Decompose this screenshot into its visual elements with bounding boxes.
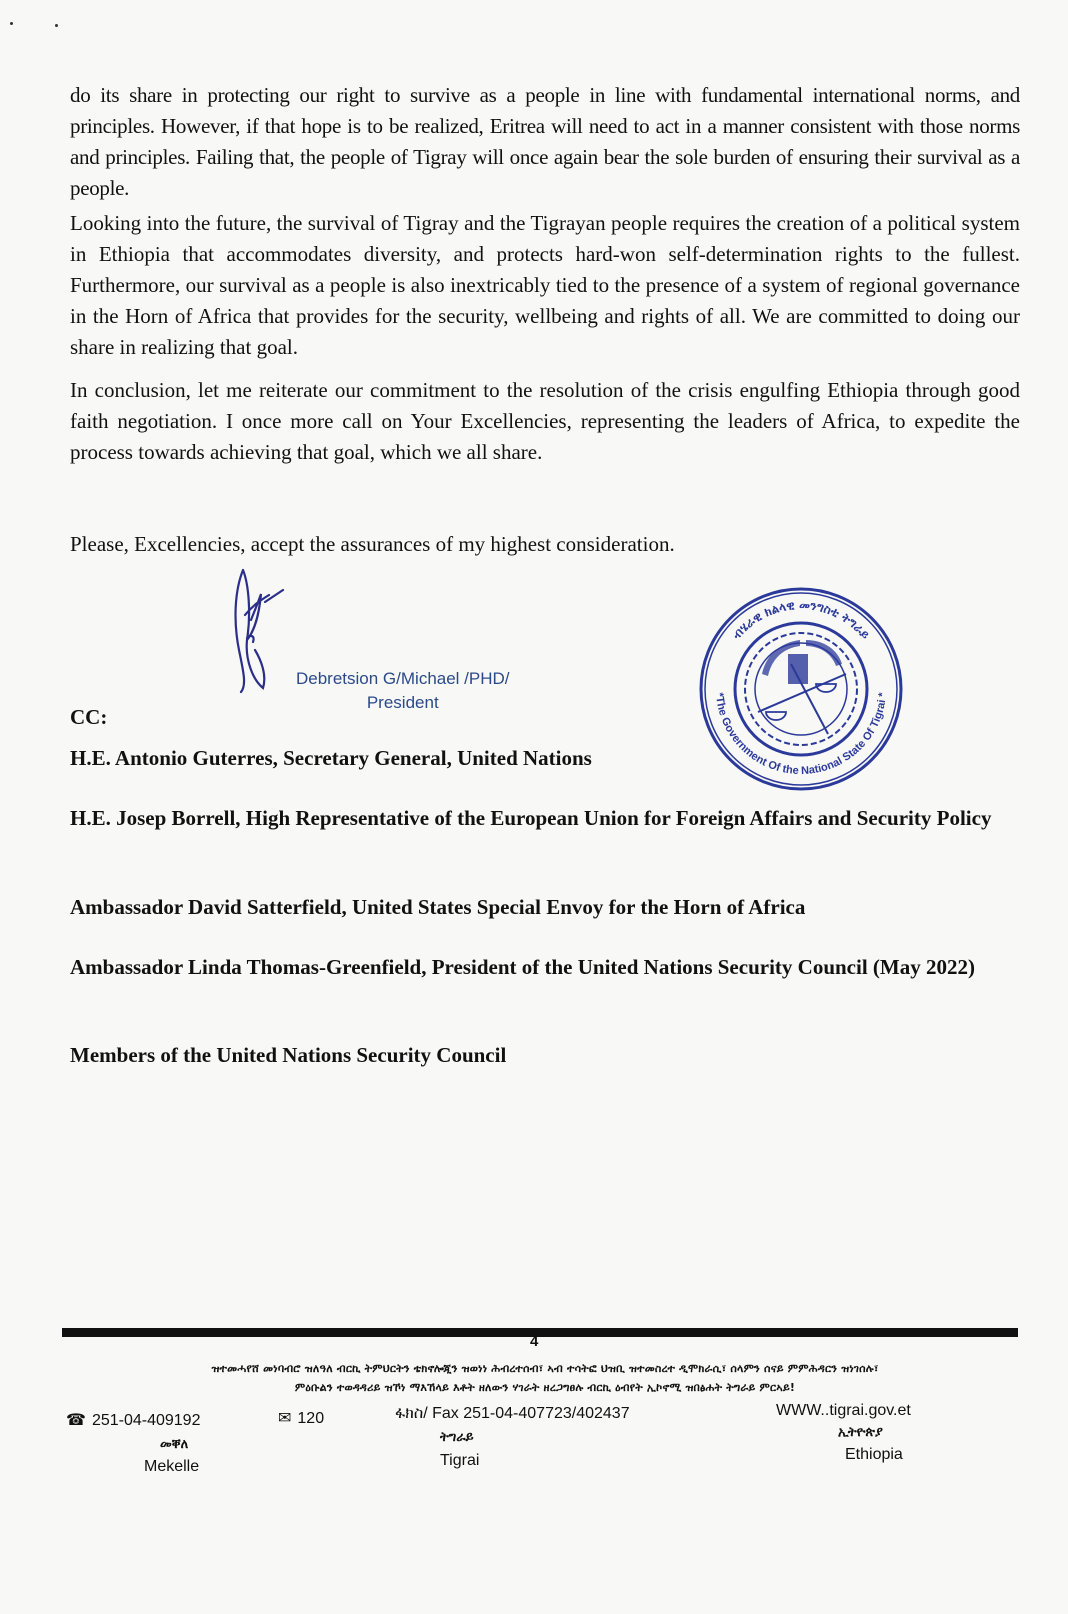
footer-divider [62,1328,1018,1337]
telephone-icon: ☎ [66,1412,86,1429]
cc-recipient: Ambassador David Satterfield, United States Special Envoy for the Horn of Africa [70,895,806,919]
footer-fax: ፋክስ/ Fax 251-04-407723/402437 [395,1405,630,1422]
footer-pobox: ✉ 120 [278,1410,325,1427]
cc-label: CC: [70,705,108,729]
footer-city: Mekelle [144,1458,200,1475]
body-paragraph-2: Looking into the future, the survival of Tigray and the Tigrayan people requires the creation of a political system in Ethiopia that accommodates diversity, and protects hard-won self-determination rights to the fullest. Furthermore, our survival as a people is also inextricably tied to the presence of a system of regional governance in the Horn of Africa that provides for the security, wellbeing and rights of all. We are committed to doing our share in realizing that goal. [70,211,1020,359]
signatory-name: Debretsion G/Michael /PHD/ [296,669,510,688]
body-paragraph-1: do its share in protecting our right to survive as a people in line with fundamental international norms, and principles. However, if that hope is to be realized, Eritrea will need to act in a manner consistent with those norms and principles. Failing that, the people of Tigray will once again bear the sole burden of ensuring their survival as a people. [70,83,1020,200]
footer-motto-line-2: ምዕቡልን ተወዳዳሪይ ዝኾነ ማእኸላይ እቶት ዘለውን ሃገራት ዘረጋግፀሉ ብርኪ ዕብየት ኢኮኖሚ ዝበፅሐት ትግራይ ምርኣይ! [294,1381,796,1394]
footer-phone: ☎ 251-04-409192 [66,1412,201,1429]
footer-country: Ethiopia [845,1446,903,1463]
seal-text-top: ብሄራዊ ክልላዊ መንግስቲ ትግራይ [729,597,873,642]
envelope-icon: ✉ [278,1410,292,1427]
seal-text-bottom: *The Government Of the National State Of Tigrai * [713,692,889,778]
cc-recipient: Ambassador Linda Thomas-Greenfield, President of the United Nations Security Council (May 2022) [70,955,975,979]
body-paragraph-3: In conclusion, let me reiterate our commitment to the resolution of the crisis engulfing Ethiopia through good faith negotiation. I once more call on Your Excellencies, representing the leaders of Africa, to expedite the process towards achieving that goal, which we all share. [70,378,1020,464]
footer-country-tigrinya: ኢትዮጵያ [838,1425,883,1440]
page-number: 4 [530,1333,539,1350]
footer-region: Tigrai [440,1452,480,1469]
cc-recipient: H.E. Antonio Guterres, Secretary General, United Nations [70,746,592,770]
footer-motto-line-1: ዝተመሓየሸ መነባብሮ ዝለዓለ ብርኪ ትምህርትን ቴክኖሎጂን ዝወነነ ሕብረተሰብ፣ ኣብ ተሳትፎ ህዝቢ ዝተመስረተ ዲሞክራሲ፣ ሰላምን ሰናይ ምምሕዳርን ዝነገሰሉ፣ [211,1362,879,1375]
footer-city-tigrinya: መቐለ [160,1437,189,1452]
svg-text:ብሄራዊ ክልላዊ መንግስቲ ትግራይ [729,598,872,642]
cc-recipient: H.E. Josep Borrell, High Representative of the European Union for Foreign Affairs and Security Policy [70,806,992,830]
signatory-title: President [366,693,439,712]
footer-website: WWW..tigrai.gov.et [776,1402,911,1419]
scan-speck [10,22,13,25]
handwritten-signature [225,560,295,700]
closing-line: Please, Excellencies, accept the assurances of my highest consideration. [70,532,675,556]
scan-speck [55,24,58,27]
footer-region-tigrinya: ትግራይ [440,1430,474,1445]
cc-recipient: Members of the United Nations Security Council [70,1043,507,1067]
signatory-block [296,667,510,715]
